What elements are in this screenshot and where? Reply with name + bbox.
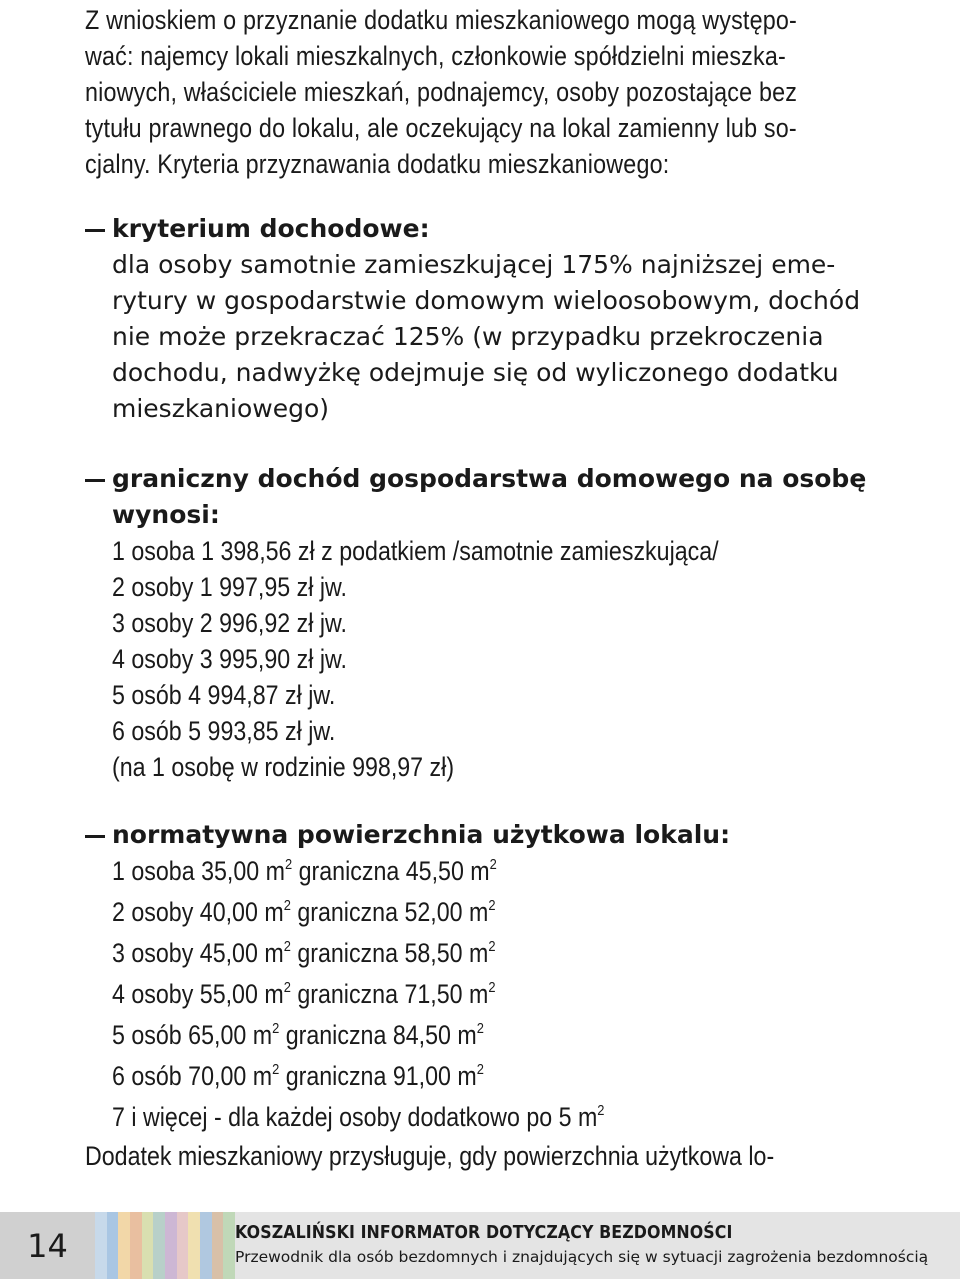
body-line: (na 1 osobę w rodzinie 998,97 zł) [112,752,455,782]
body-line: 3 osoby 2 996,92 zł jw. [112,608,347,638]
stripe [188,1212,200,1279]
heading-line: graniczny dochód gospodarstwa domowego na osobę [112,464,867,493]
intro-line: Z wnioskiem o przyznanie dodatku mieszkaniowego mogą występo- [85,5,797,35]
bullet-dash [85,229,105,232]
heading-text: kryterium dochodowe: [112,214,430,243]
intro-paragraph [85,2,903,182]
intro-line: wać: najemcy lokali mieszkalnych, członkowie spółdzielni mieszka- [85,41,786,71]
stripe [130,1212,142,1279]
area-row: 1 osoba 35,00 $m^2$ graniczna 45,50 $m^2$ [112,856,497,886]
stripe [165,1212,177,1279]
bullet-dash [85,835,105,838]
color-stripes [95,1212,235,1279]
heading-text: normatywna powierzchnia użytkowa lokalu: [112,820,731,849]
stripe [107,1212,119,1279]
body-line: nie może przekraczać 125% (w przypadku przekroczenia [112,322,824,351]
section-body [112,247,860,427]
intro-line: cjalny. Kryteria przyznawania dodatku mieszkaniowego: [85,149,670,179]
area-row: 2 osoby 40,00 $m^2$ graniczna 52,00 $m^2$ [112,897,496,927]
body-line: mieszkaniowego) [112,394,330,423]
bullet-dash [85,479,105,482]
area-row: 3 osoby 45,00 $m^2$ graniczna 58,50 $m^2$ [112,938,496,968]
body-line: 4 osoby 3 995,90 zł jw. [112,644,347,674]
page-footer [0,1212,960,1279]
area-row: 5 osób 65,00 $m^2$ graniczna 84,50 $m^2$ [112,1020,484,1050]
body-line: 2 osoby 1 997,95 zł jw. [112,572,347,602]
page-number: 14 [0,1212,95,1279]
body-line: rytury w gospodarstwie domowym wieloosobowym, dochód [112,286,861,315]
section-heading [112,211,430,247]
area-row: 4 osoby 55,00 $m^2$ graniczna 71,50 $m^2$ [112,979,496,1009]
closing-paragraph: Dodatek mieszkaniowy przysługuje, gdy powierzchnia użytkowa lo- [85,1141,775,1171]
stripe [95,1212,107,1279]
stripe [177,1212,189,1279]
section-body [112,533,719,785]
body-line: 6 osób 5 993,85 zł jw. [112,716,336,746]
intro-line: tytułu prawnego do lokalu, ale oczekujący na lokal zamienny lub so- [85,113,797,143]
section-heading [112,817,730,853]
intro-line: niowych, właściciele mieszkań, podnajemcy, osoby pozostające bez [85,77,798,107]
heading-line: wynosi: [112,500,220,529]
body-line: dochodu, nadwyżkę odejmuje się od wyliczonego dodatku [112,358,839,387]
area-row: 6 osób 70,00 $m^2$ graniczna 91,00 $m^2$ [112,1061,484,1091]
section-body [112,853,604,1140]
body-line: dla osoby samotnie zamieszkującej 175% najniższej eme- [112,250,836,279]
stripe [200,1212,212,1279]
publication-subtitle: Przewodnik dla osób bezdomnych i znajdujących się w sytuacji zagrożenia bezdomnością [235,1248,929,1266]
area-row: 7 i więcej - dla każdej osoby dodatkowo po 5 $m^2$ [112,1102,605,1132]
stripe [118,1212,130,1279]
section-heading [112,461,866,533]
stripe [223,1212,235,1279]
stripe [142,1212,154,1279]
body-line: 5 osób 4 994,87 zł jw. [112,680,336,710]
stripe [153,1212,165,1279]
body-line: 1 osoba 1 398,56 zł z podatkiem /samotnie zamieszkująca/ [112,536,719,566]
stripe [212,1212,224,1279]
publication-title: KOSZALIŃSKI INFORMATOR DOTYCZĄCY BEZDOMNOŚCI [235,1222,733,1243]
